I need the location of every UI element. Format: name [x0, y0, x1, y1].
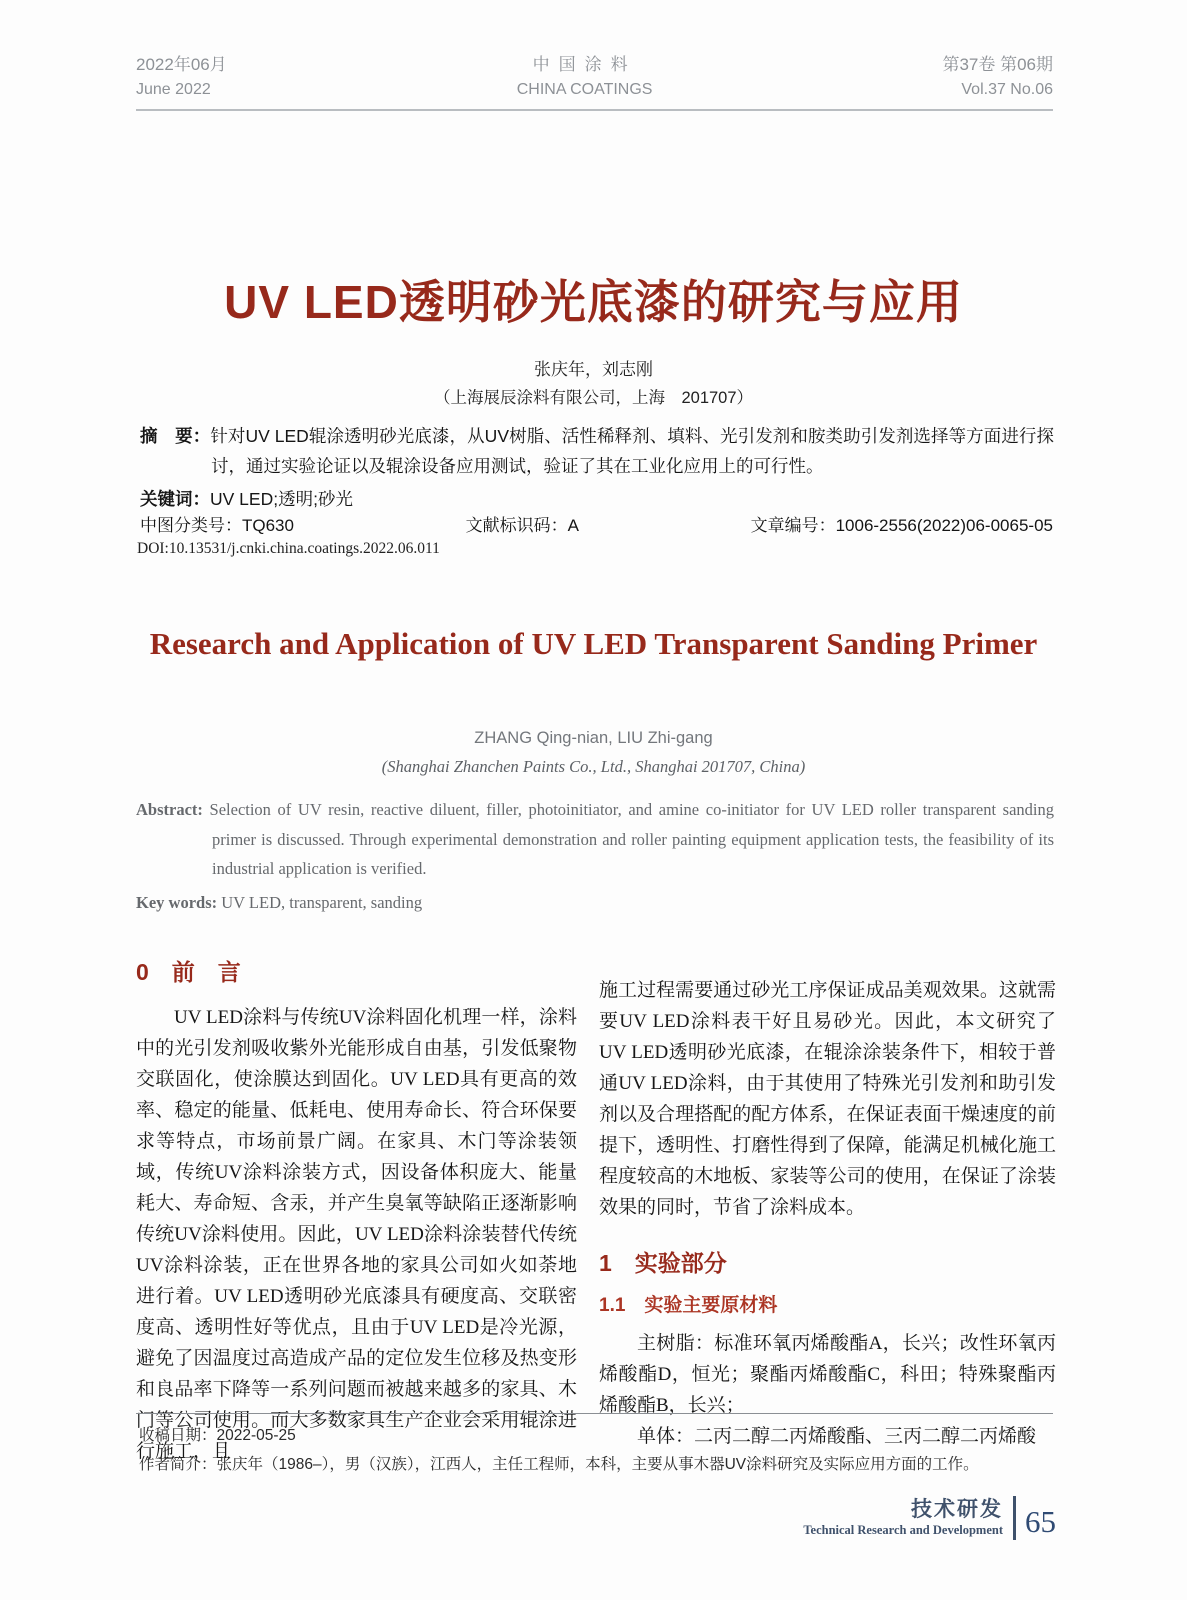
section-0-paragraph: UV LED涂料与传统UV涂料固化机理一样，涂料中的光引发剂吸收紫外光能形成自由基，引发低聚物交联固化，使涂膜达到固化。UV LED具有更高的效率、稳定的能量、低耗电、使用寿命长、符合环保要求等特点，市场前景广阔。在家具、木门等涂装领域，传统UV涂料涂装方式，因设备体积庞大、能量耗大、寿命短、含汞，并产生臭氧等缺陷正逐渐影响传统UV涂料使用。因此，UV LED涂料涂装替代传统UV涂料涂装，正在世界各地的家具公司如火如荼地进行着。UV LED透明砂光底漆具有硬度高、交联密度高、透明性好等优点，且由于UV LED是冷光源，避免了因温度过高造成产品的定位发生位移及热变形和良品率下降等一系列问题而被越来越多的家具、木门等公司使用。而大多数家具生产企业会采用辊涂进行施工，且 [136, 1007, 577, 1462]
affiliation-en: (Shanghai Zhanchen Paints Co., Ltd., Shanghai 201707, China) [381, 757, 806, 776]
page-number: 65 [1025, 1504, 1056, 1539]
keywords-text-en: UV LED, transparent, sanding [221, 892, 423, 912]
section-1-1-paragraph-1: 主树脂：标准环氧丙烯酸酯A，长兴；改性环氧丙烯酸酯D，恒光；聚酯丙烯酸酯C，科田；特殊聚酯丙烯酸酯B，长兴； [599, 1333, 1056, 1416]
header-journal-name [517, 52, 653, 102]
article-number: 文章编号：1006-2556(2022)06-0065-05 [750, 516, 1053, 535]
doi: DOI:10.13531/j.cnki.china.coatings.2022.06.011 [137, 540, 440, 557]
abstract-en [136, 795, 1054, 884]
page-badge [803, 1496, 1056, 1540]
header-volume [942, 52, 1053, 102]
article-title-cn: UV LED透明砂光底漆的研究与应用 [224, 276, 963, 328]
abstract-label-en: Abstract: [136, 800, 203, 819]
abstract-text-cn: 针对UV LED辊涂透明砂光底漆，从UV树脂、活性稀释剂、填料、光引发剂和胺类助引发剂选择等方面进行探讨，通过实验论证以及辊涂设备应用测试，验证了其在工业化应用上的可行性。 [210, 426, 1054, 476]
keywords-label-cn: 关键词： [140, 489, 210, 509]
body-column-left [136, 952, 577, 1467]
badge-divider-bar [1013, 1496, 1016, 1540]
column-section-name [803, 1498, 1003, 1539]
keywords-label-en: Key words: [136, 892, 218, 912]
right-column-paragraph: 施工过程需要通过砂光工序保证成品美观效果。这就需要UV LED涂料表干好且易砂光。因此，本文研究了UV LED透明砂光底漆，在辊涂涂装条件下，相较于普通UV LED涂料，由于其使用了特殊光引发剂和助引发剂以及合理搭配的配方体系，在保证表面干燥速度的前提下，透明性、打磨性得到了保障，能满足机械化施工程度较高的木地板、家装等公司的使用，在保证了涂装效果的同时，节省了涂料成本。 [599, 980, 1056, 1218]
article-title-en: Research and Application of UV LED Transparent Sanding Primer [149, 626, 1038, 661]
journal-header [136, 52, 1053, 102]
journal-name-en: CHINA COATINGS [516, 81, 653, 98]
header-divider [136, 109, 1053, 111]
header-volume-en: Vol.37 No.06 [961, 81, 1053, 98]
received-date: 收稿日期：2022-05-25 [139, 1427, 296, 1444]
abstract-cn [140, 421, 1054, 481]
document-code: 文献标识码：A [465, 516, 579, 535]
header-date-en: June 2022 [136, 81, 211, 98]
affiliation-cn: （上海展辰涂料有限公司，上海 201707） [433, 389, 754, 407]
keywords-text-cn: UV LED;透明;砂光 [210, 489, 353, 509]
body-column-right [599, 975, 1056, 1452]
classification-row [140, 511, 1053, 536]
footnote-divider [136, 1413, 1053, 1414]
authors-cn: 张庆年，刘志刚 [534, 360, 653, 379]
abstract-label-cn: 摘 要： [140, 426, 211, 446]
column-section-en: Technical Research and Development [803, 1522, 1003, 1537]
authors-en: ZHANG Qing-nian, LIU Zhi-gang [474, 729, 713, 747]
section-0-heading: 0 前 言 [136, 959, 241, 985]
clc-number: 中图分类号：TQ630 [140, 516, 294, 535]
journal-name-cn: 中国涂料 [532, 55, 637, 74]
header-volume-cn: 第37卷 第06期 [942, 55, 1053, 74]
abstract-block-cn [140, 421, 1054, 514]
header-date-cn: 2022年06月 [136, 55, 227, 74]
keywords-cn [140, 484, 1054, 514]
abstract-text-en: Selection of UV resin, reactive diluent, filler, photoinitiator, and amine co-initiator for UV LED roller transparent sanding primer is discussed. Through experimental demonstration and roller painting equipment application tests, the feasibility of its industrial application is verified. [209, 800, 1054, 878]
section-1-1-paragraph-2: 单体：二丙二醇二丙烯酸酯、三丙二醇二丙烯酸 [637, 1426, 1037, 1447]
header-date [136, 52, 227, 102]
author-bio: 作者简介：张庆年（1986–），男（汉族），江西人，主任工程师，本科，主要从事木器UV涂料研究及实际应用方面的工作。 [139, 1456, 979, 1473]
abstract-block-en [136, 795, 1054, 917]
column-section-cn: 技术研发 [911, 1497, 1003, 1521]
keywords-en [136, 888, 1054, 918]
section-1-heading: 1 实验部分 [599, 1250, 727, 1276]
section-1-1-heading: 1.1 实验主要原材料 [599, 1295, 778, 1316]
